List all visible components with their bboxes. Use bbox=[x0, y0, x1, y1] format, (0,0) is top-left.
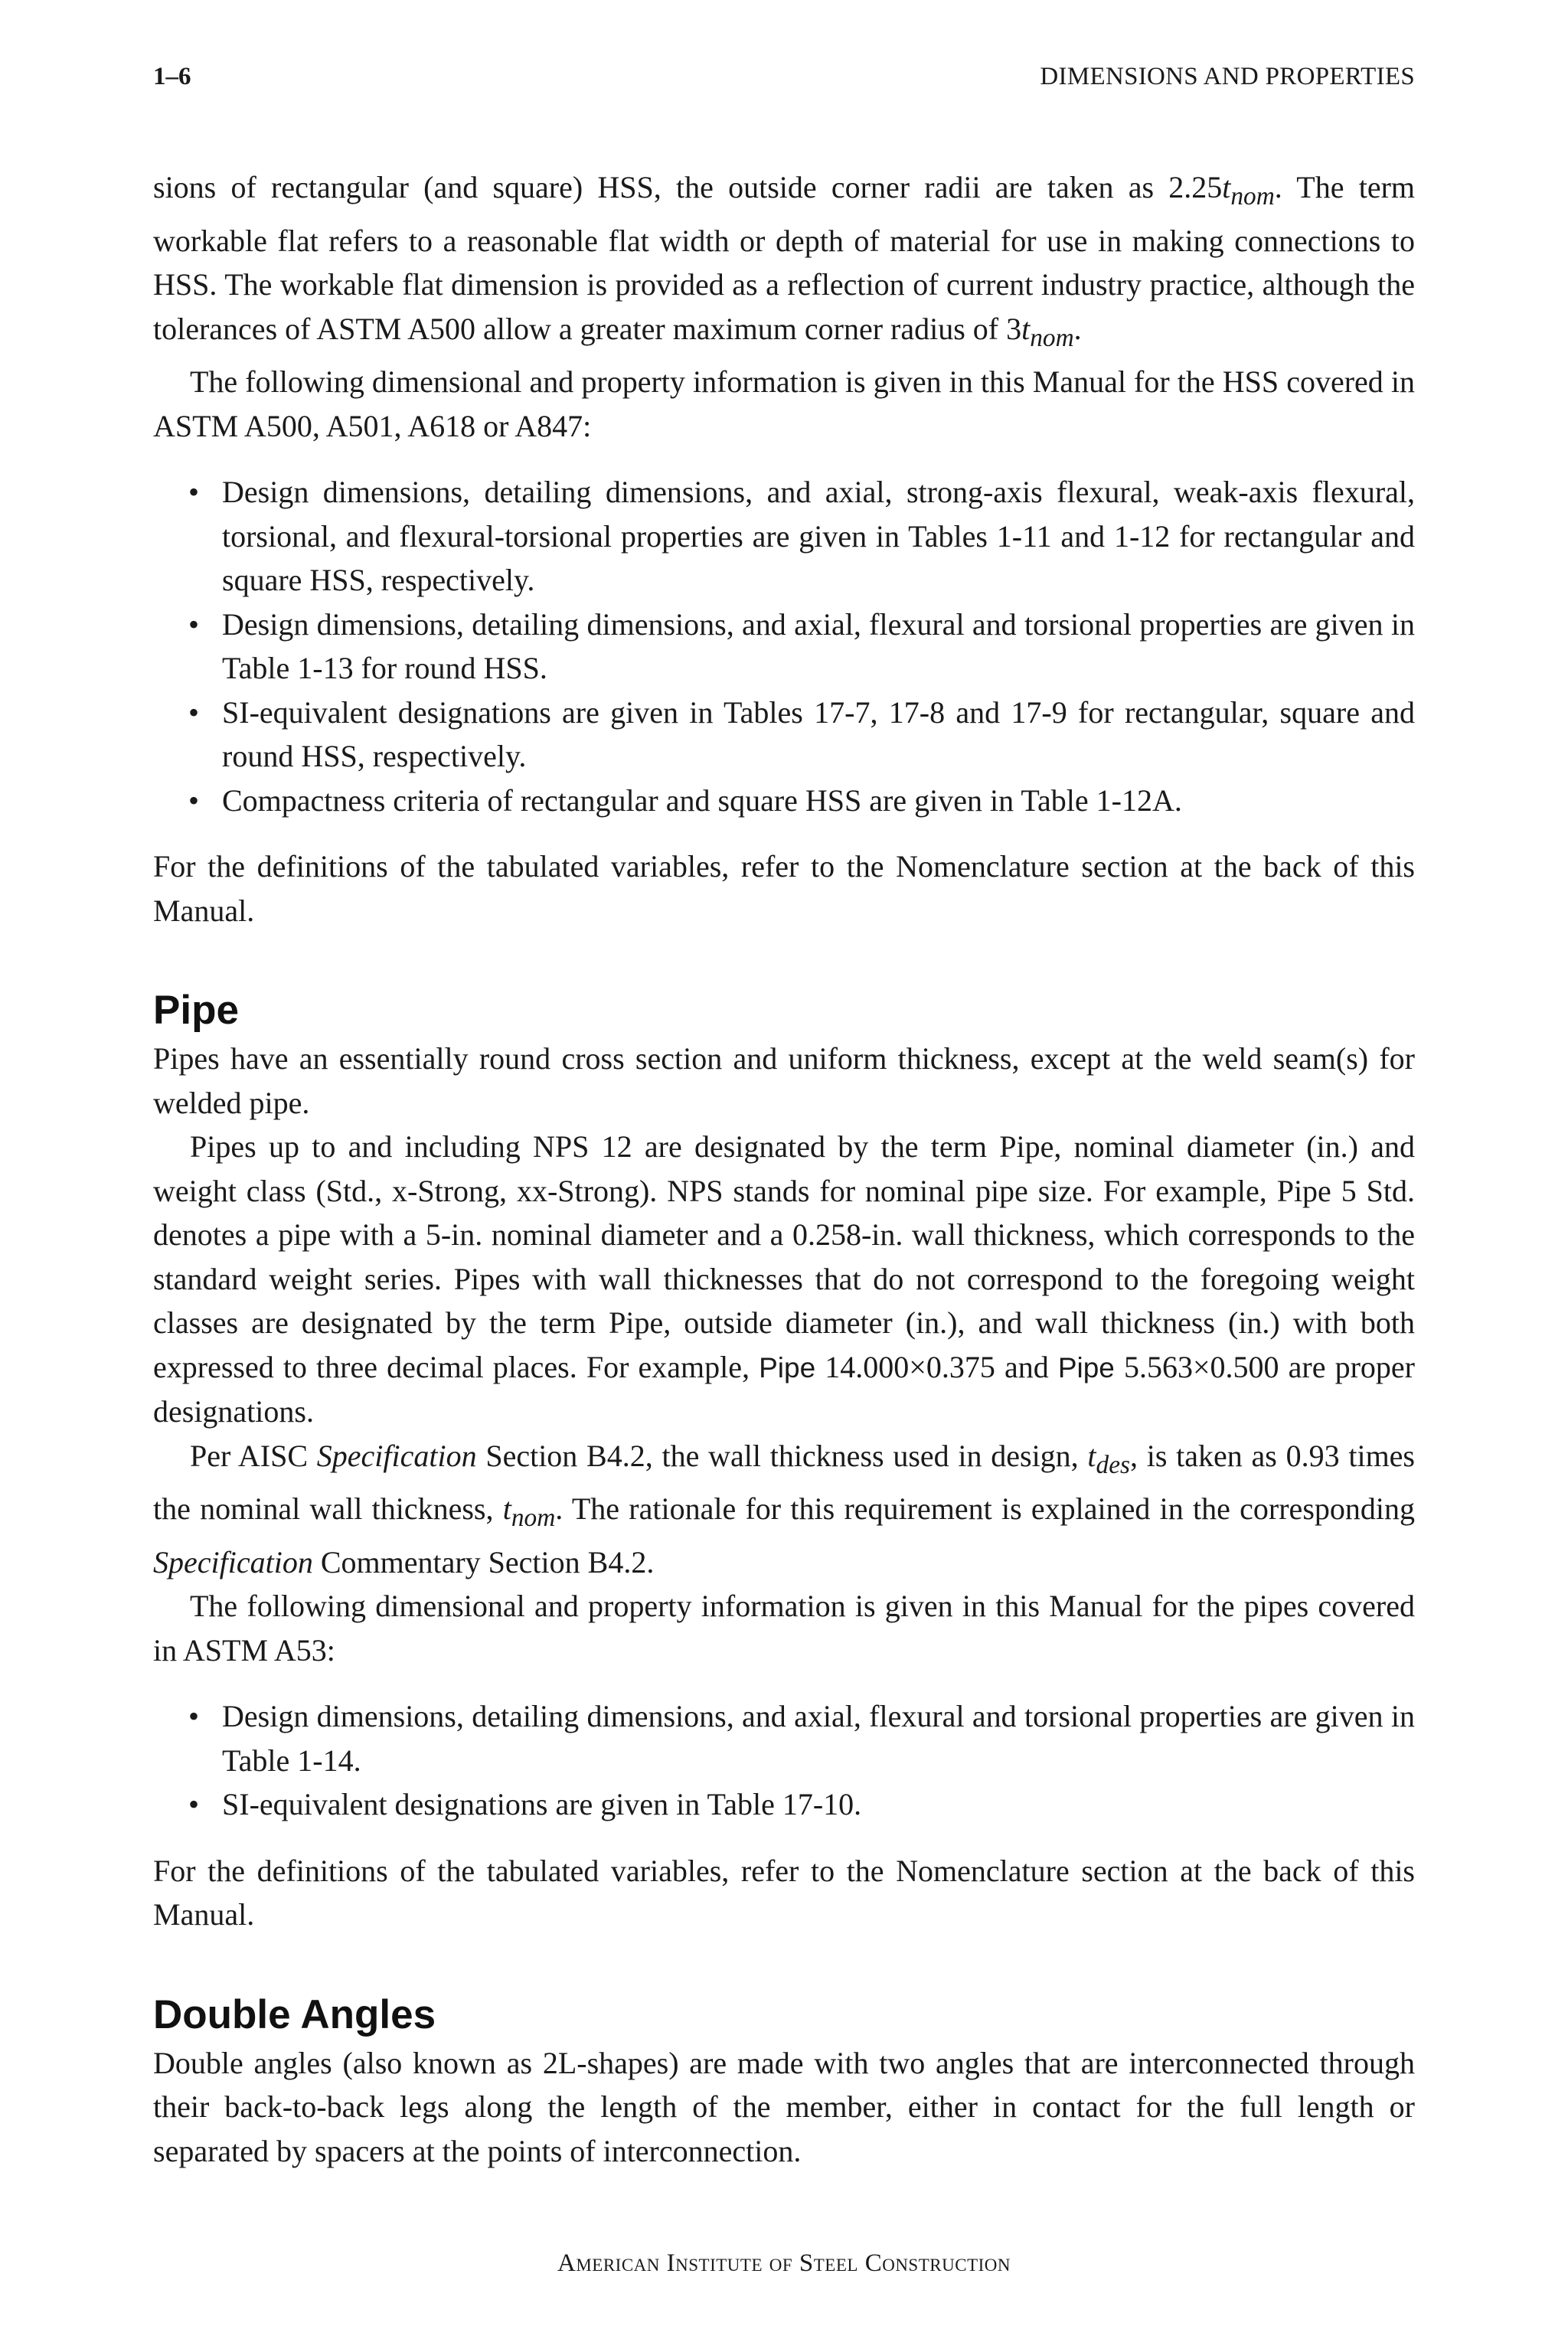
hss-paragraph-3: For the definitions of the tabulated variables, refer to the Nomenclature section at the back of this Manual. bbox=[153, 849, 1415, 928]
list-item: • Compactness criteria of rectangular and square HSS are given in Table 1-12A. bbox=[153, 779, 1415, 823]
pipe-paragraph-1: Pipes have an essentially round cross section and uniform thickness, except at the weld seam(s) for welded pipe. bbox=[153, 1041, 1415, 1120]
page-header bbox=[153, 60, 1415, 93]
list-item: • Design dimensions, detailing dimensions, and axial, flexural and torsional properties are given in Table 1-14. bbox=[153, 1694, 1415, 1782]
bullet-icon: • bbox=[188, 606, 200, 642]
page-body bbox=[153, 165, 1415, 2173]
bullet-icon: • bbox=[188, 1787, 200, 1821]
hss-bullet-list bbox=[153, 470, 1415, 822]
pipe-paragraph-4: The following dimensional and property information is given in this Manual for the pipes covered in ASTM A53: bbox=[153, 1589, 1415, 1668]
page-number: 1–6 bbox=[153, 63, 191, 90]
page-footer: American Institute of Steel Construction bbox=[557, 2249, 1011, 2277]
pipe-bullet-list bbox=[153, 1694, 1415, 1827]
double-angles-heading: Double Angles bbox=[153, 1991, 436, 2037]
running-head: DIMENSIONS AND PROPERTIES bbox=[1040, 63, 1415, 90]
list-item: • Design dimensions, detailing dimensions, and axial, strong-axis flexural, weak-axis flexural, torsional, and flexural-torsional properties are given in Tables 1-11 and 1-12 for rectangular and square HSS, respectively. bbox=[153, 470, 1415, 603]
hss-paragraph-2: The following dimensional and property information is given in this Manual for the HSS covered in ASTM A500, A501, A618 or A847: bbox=[153, 364, 1415, 443]
list-item: • SI-equivalent designations are given in Table 17-10. bbox=[153, 1782, 1415, 1827]
bullet-icon: • bbox=[188, 1699, 200, 1733]
pipe-paragraph-2: Pipes up to and including NPS 12 are designated by the term Pipe, nominal diameter (in.) and weight class (Std., x-Strong, xx-Strong). NPS stands for nominal pipe size. For example, Pipe 5 Std. denotes a pipe with a 5-in. nominal diameter and a 0.258-in. wall thickness, which corresponds to the standard weight series. Pipes with wall thicknesses that do not correspond to the foregoing weight classes are designated by the term Pipe, outside diameter (in.), and wall thickness (in.) with both expressed to three decimal places. For example, Pipe 14.000×0.375 and Pipe 5.563×0.500 are proper designations. bbox=[153, 1129, 1415, 1429]
pipe-paragraph-5: For the definitions of the tabulated variables, refer to the Nomenclature section at the back of this Manual. bbox=[153, 1853, 1415, 1932]
bullet-icon: • bbox=[188, 475, 200, 509]
pipe-heading: Pipe bbox=[153, 988, 239, 1033]
list-item: • Design dimensions, detailing dimensions, and axial, flexural and torsional properties are given in Table 1-13 for round HSS. bbox=[153, 603, 1415, 691]
double-angles-paragraph-1: Double angles (also known as 2L-shapes) are made with two angles that are interconnected through their back-to-back legs along the length of the member, either in contact for the full length or separated by spacers at the points of interconnection. bbox=[153, 2045, 1415, 2168]
list-item: • SI-equivalent designations are given in Tables 17-7, 17-8 and 17-9 for rectangular, square and round HSS, respectively. bbox=[153, 691, 1415, 779]
bullet-icon: • bbox=[188, 782, 200, 818]
bullet-icon: • bbox=[188, 694, 200, 730]
pipe-paragraph-3: Per AISC Specification Section B4.2, the wall thickness used in design, $t_{des}$, is taken as 0.93 times the nominal wall thickness, $t_{nom}$. The rationale for this requirement is explained in the corresponding Specification Commentary Section B4.2. bbox=[153, 1438, 1415, 1579]
hss-paragraph-1: sions of rectangular (and square) HSS, the outside corner radii are taken as $2.25t_{nom}$. The term workable flat refers to a reasonable flat width or depth of material for use in making connections to HSS. The workable flat dimension is provided as a reflection of current industry practice, although the tolerances of ASTM A500 allow a greater maximum corner radius of $3t_{nom}$. bbox=[153, 170, 1416, 352]
